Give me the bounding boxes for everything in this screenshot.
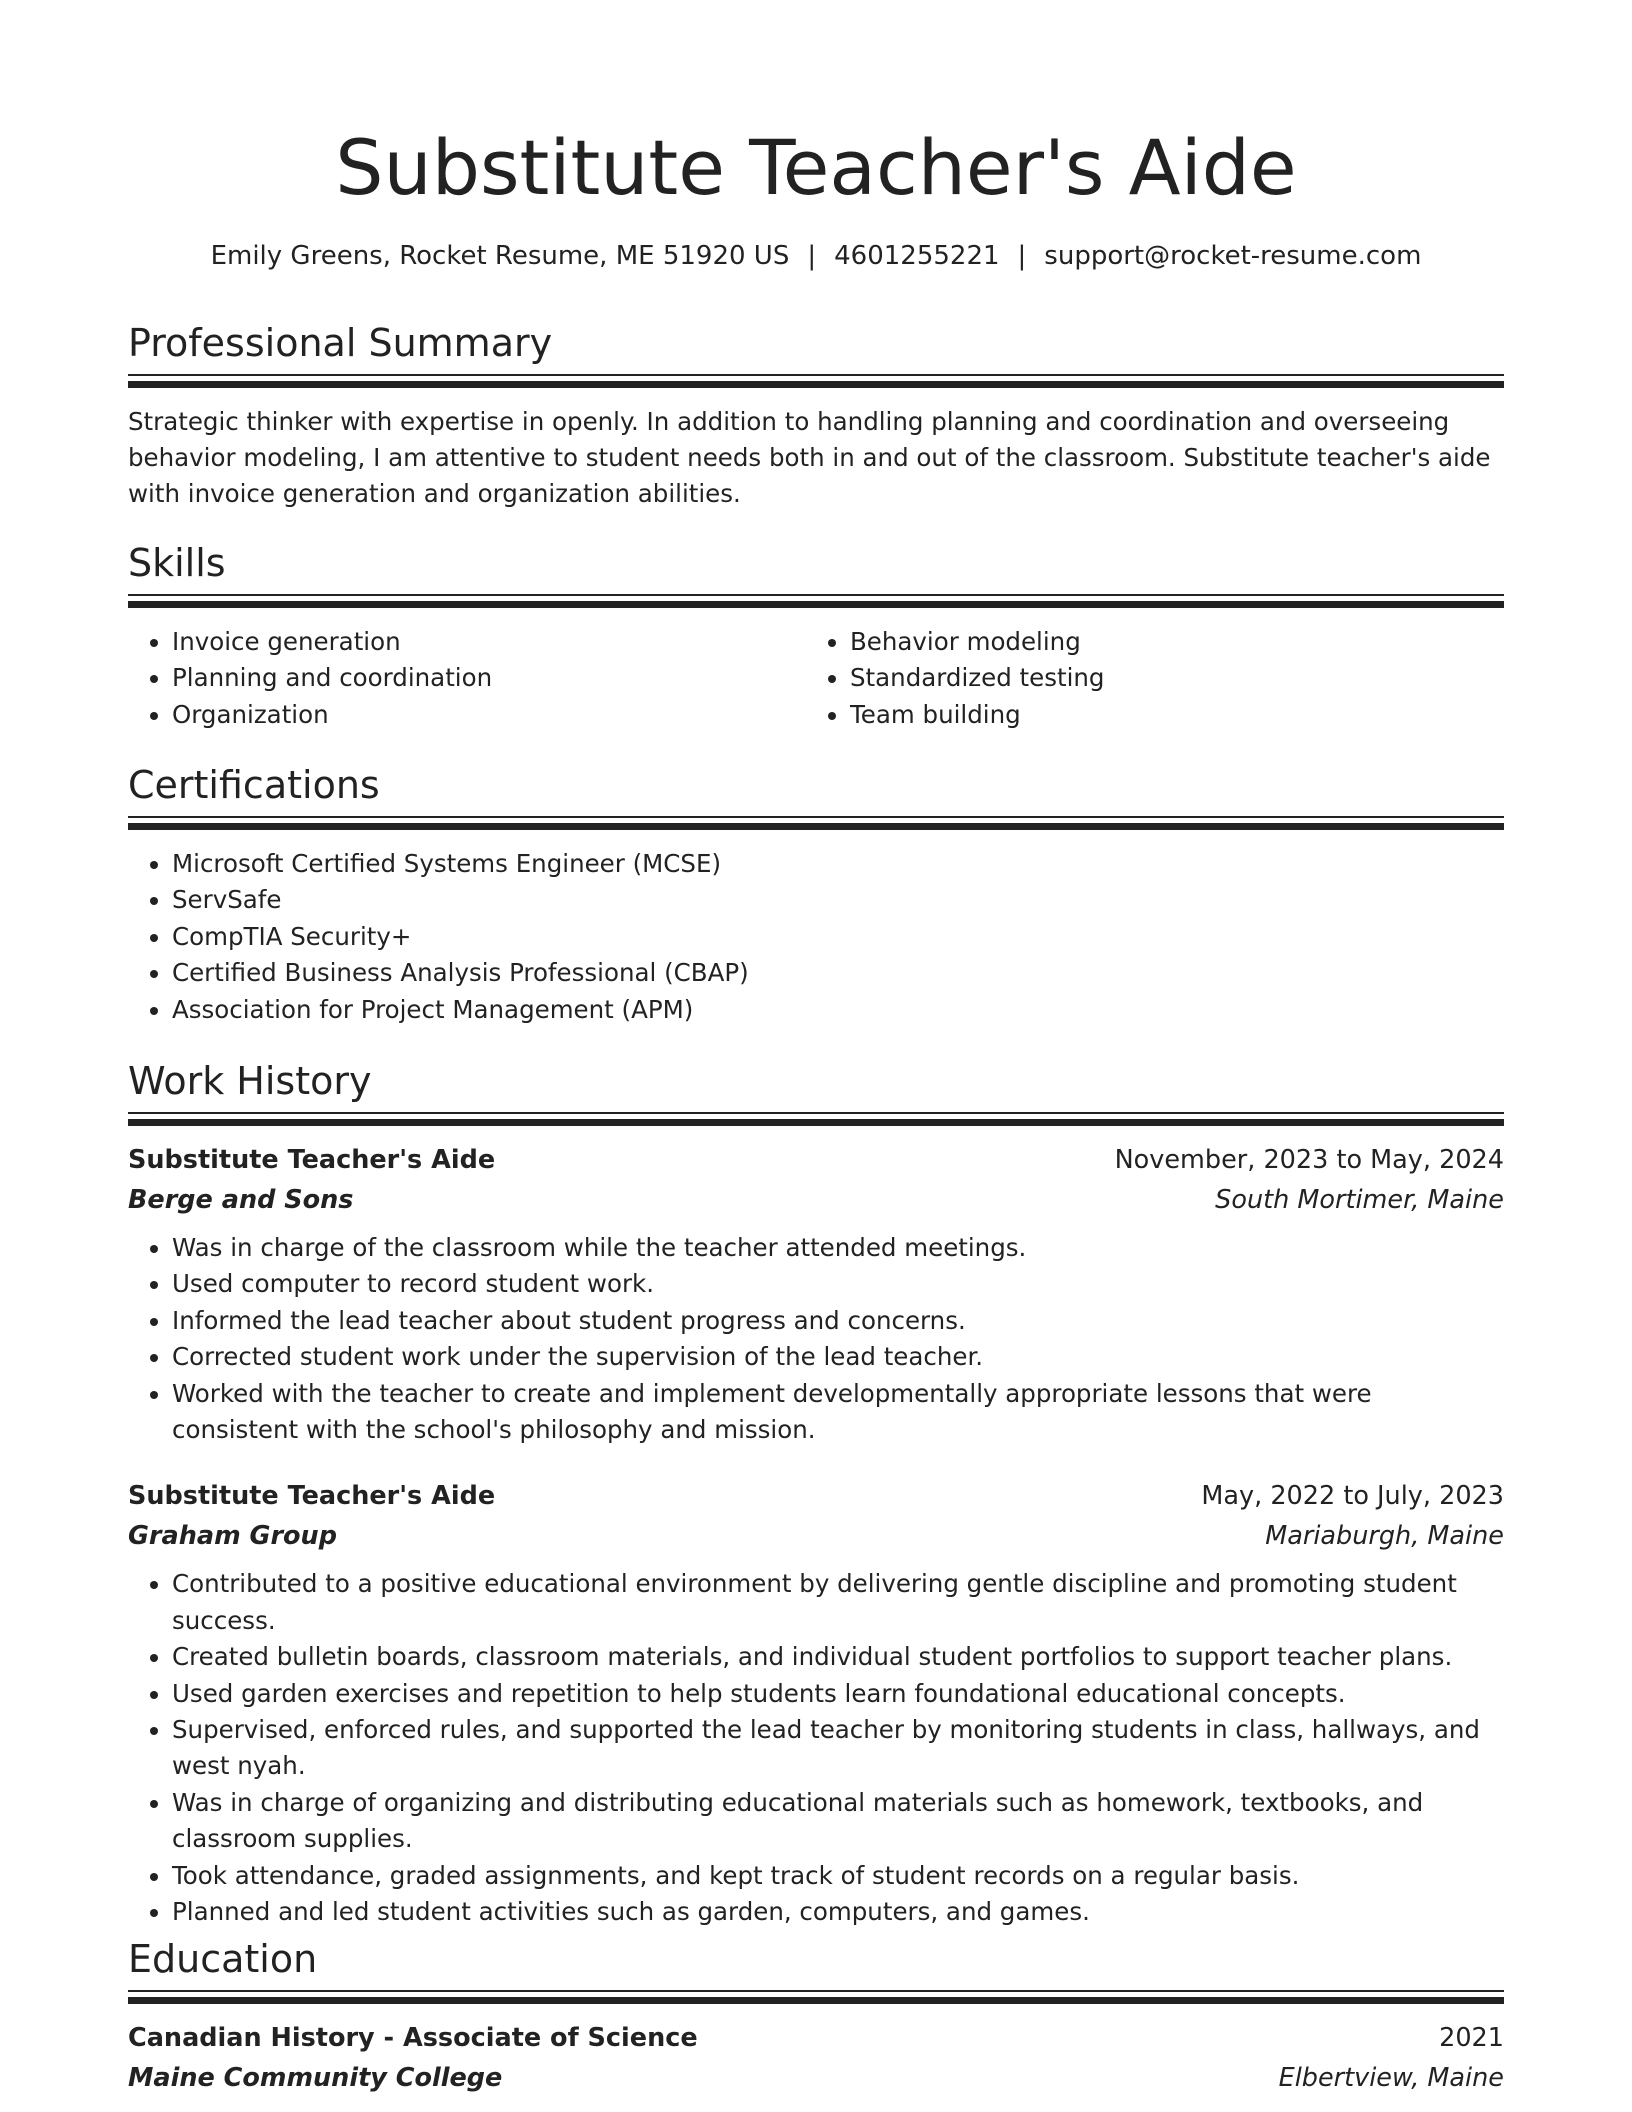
job-entry bbox=[128, 1140, 1504, 1448]
job-bullet: • Supervised, enforced rules, and supported the lead teacher by monitoring students in class, hallways, and west nyah. bbox=[172, 1712, 1504, 1785]
section-heading: Certifications bbox=[128, 763, 380, 807]
job-bullet: • Created bulletin boards, classroom materials, and individual student portfolios to support teacher plans. bbox=[172, 1639, 1504, 1675]
skill-item: • Invoice generation bbox=[172, 624, 806, 660]
contact-line bbox=[0, 238, 1632, 274]
job-bullet: • Used garden exercises and repetition to help students learn foundational educational concepts. bbox=[172, 1676, 1504, 1712]
certification-item: • Certified Business Analysis Professional (CBAP) bbox=[172, 955, 1504, 991]
contact-separator: | bbox=[1017, 241, 1027, 271]
skills-columns bbox=[128, 624, 1504, 733]
resume-title: Substitute Teacher's Aide bbox=[335, 123, 1297, 212]
education-subheader bbox=[128, 2058, 1504, 2098]
job-bullet: • Was in charge of the classroom while the teacher attended meetings. bbox=[172, 1230, 1504, 1266]
certification-item: • ServSafe bbox=[172, 882, 1504, 918]
contact-separator: | bbox=[807, 241, 817, 271]
job-bullet: • Took attendance, graded assignments, and kept track of student records on a regular basis. bbox=[172, 1858, 1504, 1894]
section-divider bbox=[128, 594, 1504, 608]
section-heading: Professional Summary bbox=[128, 321, 553, 365]
section-heading: Work History bbox=[128, 1059, 372, 1103]
education-header bbox=[128, 2018, 1504, 2058]
job-header bbox=[128, 1476, 1504, 1516]
education-section bbox=[128, 1934, 1504, 2098]
job-dates: May, 2022 to July, 2023 bbox=[1201, 1481, 1504, 1512]
job-title: Substitute Teacher's Aide bbox=[128, 1481, 496, 1512]
certification-item: • CompTIA Security+ bbox=[172, 919, 1504, 955]
certification-item: • Association for Project Management (APM) bbox=[172, 992, 1504, 1028]
job-bullet: • Corrected student work under the supervision of the lead teacher. bbox=[172, 1339, 1504, 1375]
certifications-list bbox=[128, 846, 1504, 1028]
section-divider bbox=[128, 374, 1504, 388]
job-company: Graham Group bbox=[128, 1521, 337, 1552]
contact-phone: 4601255221 bbox=[834, 241, 1000, 271]
job-bullets bbox=[128, 1230, 1504, 1448]
job-header bbox=[128, 1140, 1504, 1180]
education-location: Elbertview, Maine bbox=[1278, 2063, 1504, 2093]
summary-text: Strategic thinker with expertise in openly. In addition to handling planning and coordination and overseeing behavior modeling, I am attentive to student needs both in and out of the classroom. Substitute teacher's aide with invoice generation and organization abilities. bbox=[128, 407, 1491, 508]
skill-item: • Organization bbox=[172, 697, 806, 733]
job-subheader bbox=[128, 1516, 1504, 1556]
job-dates: November, 2023 to May, 2024 bbox=[1114, 1145, 1504, 1175]
job-bullet: • Planned and led student activities such as garden, computers, and games. bbox=[172, 1894, 1504, 1930]
section-heading: Skills bbox=[128, 541, 226, 585]
education-degree: Canadian History - Associate of Science bbox=[128, 2023, 698, 2053]
job-bullet: • Used computer to record student work. bbox=[172, 1266, 1504, 1302]
skills-list-left bbox=[128, 624, 806, 733]
job-bullet: • Informed the lead teacher about student progress and concerns. bbox=[172, 1303, 1504, 1339]
skill-item: • Standardized testing bbox=[850, 660, 1484, 696]
summary-section bbox=[128, 318, 1504, 512]
certification-item: • Microsoft Certified Systems Engineer (MCSE) bbox=[172, 846, 1504, 882]
job-location: South Mortimer, Maine bbox=[1215, 1185, 1504, 1215]
contact-address: Emily Greens, Rocket Resume, ME 51920 US bbox=[210, 241, 790, 271]
job-title: Substitute Teacher's Aide bbox=[128, 1145, 496, 1175]
job-subheader bbox=[128, 1180, 1504, 1220]
skills-section bbox=[128, 538, 1504, 733]
job-bullet: • Worked with the teacher to create and implement developmentally appropriate lessons that were consistent with the school's philosophy and mission. bbox=[172, 1376, 1504, 1449]
skill-item: • Planning and coordination bbox=[172, 660, 806, 696]
section-divider bbox=[128, 1990, 1504, 2004]
skill-item: • Behavior modeling bbox=[850, 624, 1484, 660]
section-divider bbox=[128, 1112, 1504, 1126]
education-school: Maine Community College bbox=[128, 2063, 503, 2093]
contact-email: support@rocket-resume.com bbox=[1044, 241, 1422, 271]
section-divider bbox=[128, 816, 1504, 830]
certifications-section bbox=[128, 760, 1504, 1028]
job-bullet: • Was in charge of organizing and distributing educational materials such as homework, textbooks, and classroom supplies. bbox=[172, 1785, 1504, 1858]
skills-list-right bbox=[806, 624, 1484, 733]
education-year: 2021 bbox=[1439, 2023, 1504, 2053]
job-company: Berge and Sons bbox=[128, 1185, 354, 1215]
job-entry bbox=[128, 1476, 1504, 1930]
job-location: Mariaburgh, Maine bbox=[1265, 1521, 1504, 1552]
job-bullets bbox=[128, 1566, 1504, 1930]
education-entry bbox=[128, 2018, 1504, 2098]
section-heading: Education bbox=[128, 1937, 318, 1981]
job-bullet: • Contributed to a positive educational environment by delivering gentle discipline and promoting student success. bbox=[172, 1566, 1504, 1639]
skill-item: • Team building bbox=[850, 697, 1484, 733]
work-history-section bbox=[128, 1056, 1504, 1931]
